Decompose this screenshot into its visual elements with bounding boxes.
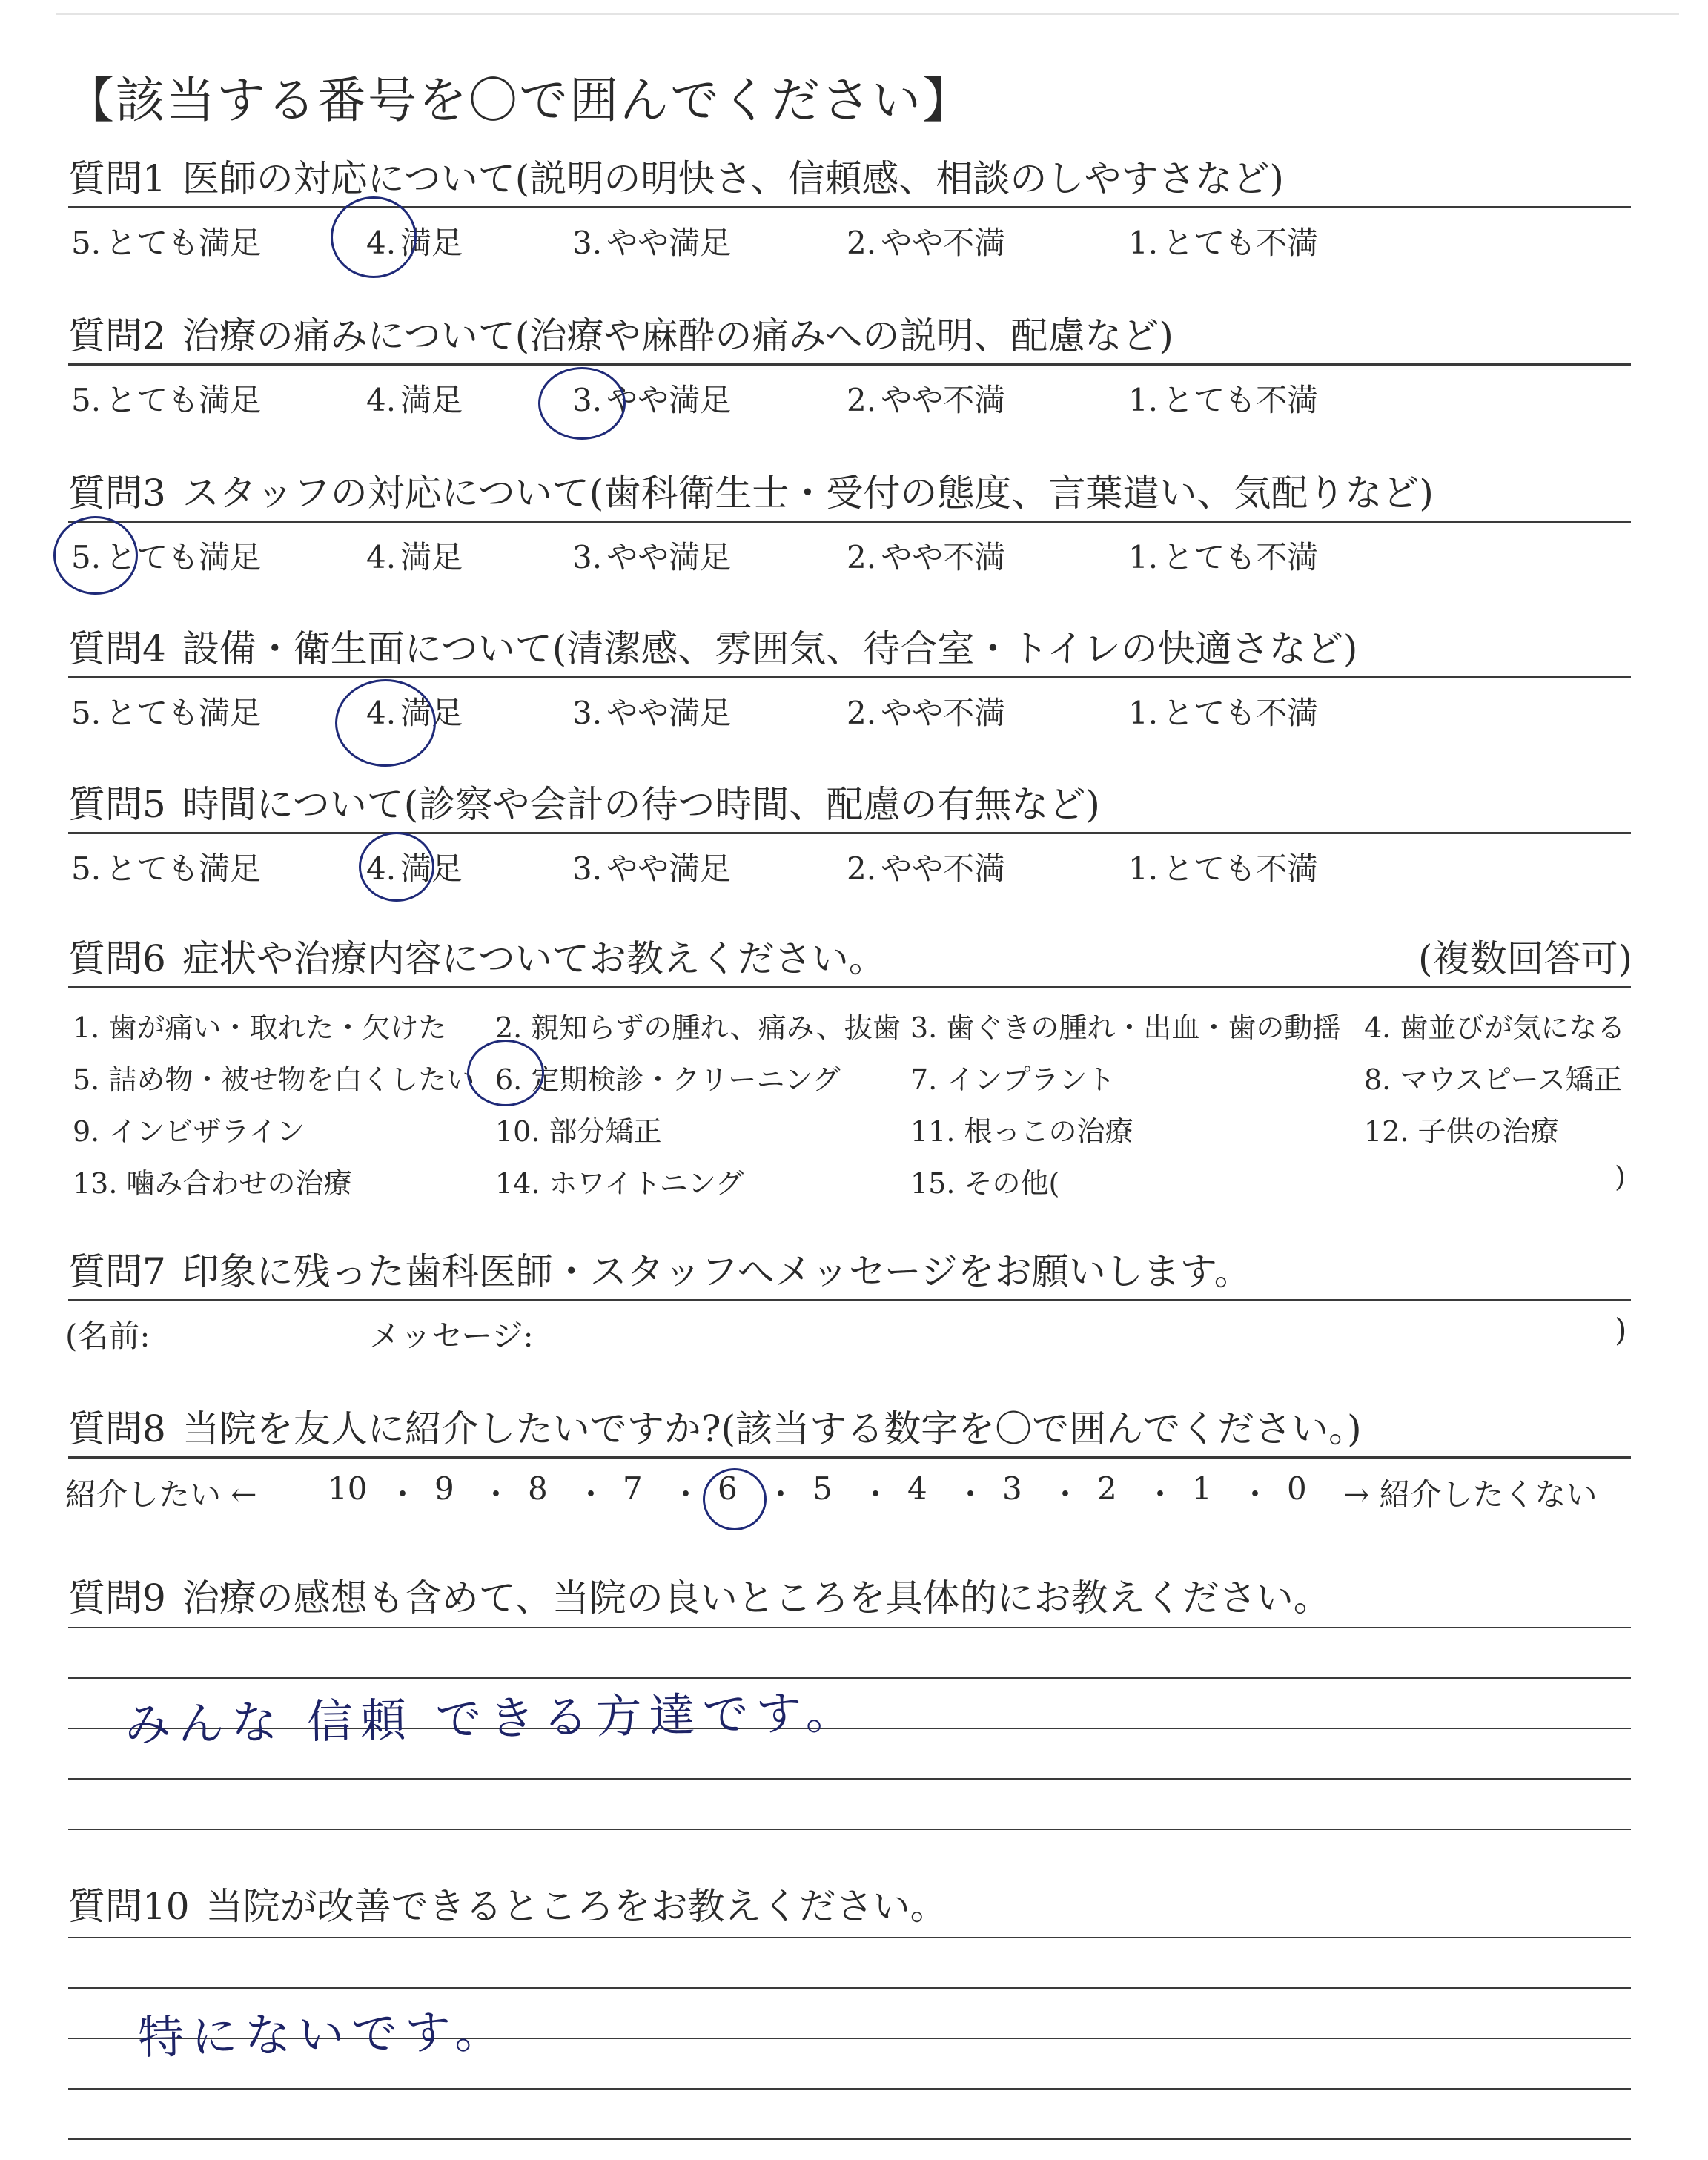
answer-line xyxy=(68,1937,1631,1938)
treatment-option-8[interactable]: 8. マウスピース矯正 xyxy=(1364,1063,1622,1096)
option-5[interactable]: 5. とても満足 xyxy=(71,225,262,261)
close-paren: ) xyxy=(1615,1312,1627,1348)
scale-7[interactable]: 7 xyxy=(623,1470,643,1507)
treatment-option-10[interactable]: 10. 部分矯正 xyxy=(495,1115,662,1148)
scale-dot: ・ xyxy=(670,1476,702,1513)
scale-4[interactable]: 4 xyxy=(907,1470,927,1507)
selection-circle xyxy=(331,196,417,278)
satisfaction-options xyxy=(68,208,1632,261)
recommend-left-label: 紹介したい ← xyxy=(65,1476,257,1513)
scale-0[interactable]: 0 xyxy=(1287,1470,1307,1507)
treatment-option-7[interactable]: 7. インプラント xyxy=(910,1063,1116,1096)
option-2[interactable]: 2. やや不満 xyxy=(847,851,1006,887)
treatment-option-1[interactable]: 1. 歯が痛い・取れた・欠けた xyxy=(73,1011,447,1044)
question-number: 質問8 xyxy=(68,1407,166,1450)
treatment-option-9[interactable]: 9. インビザライン xyxy=(73,1115,305,1148)
scale-dot: ・ xyxy=(1145,1476,1176,1513)
question-number: 質問10 xyxy=(68,1885,190,1928)
option-2[interactable]: 2. やや不満 xyxy=(847,539,1006,575)
question-text: 当院が改善できるところをお教えください。 xyxy=(205,1885,947,1928)
option-3[interactable]: 3. やや満足 xyxy=(572,851,732,887)
option-1[interactable]: 1. とても不満 xyxy=(1128,851,1319,887)
treatment-option-13[interactable]: 13. 噛み合わせの治療 xyxy=(73,1167,352,1200)
treatment-option-14[interactable]: 14. ホワイトニング xyxy=(495,1167,744,1200)
close-paren: ) xyxy=(1615,1160,1626,1193)
multiple-answers-note: (複数回答可) xyxy=(1417,937,1632,980)
treatment-option-4[interactable]: 4. 歯並びが気になる xyxy=(1364,1011,1626,1044)
question-text: 設備・衛生面について(清潔感、雰囲気、待合室・トイレの快適さなど) xyxy=(182,627,1358,670)
question-number: 質問7 xyxy=(68,1250,166,1293)
question-text: スタッフの対応について(歯科衛生士・受付の態度、言葉遣い、気配りなど) xyxy=(182,472,1434,515)
selection-circle xyxy=(335,679,436,767)
question-8 xyxy=(65,1406,1632,1513)
treatment-option-2[interactable]: 2. 親知らずの腫れ、痛み、抜歯 xyxy=(495,1011,901,1044)
scale-1[interactable]: 1 xyxy=(1192,1470,1212,1507)
scale-dot: ・ xyxy=(575,1476,607,1513)
question-number: 質問5 xyxy=(68,783,166,826)
option-2[interactable]: 2. やや不満 xyxy=(847,382,1006,418)
scale-2[interactable]: 2 xyxy=(1097,1470,1117,1507)
question-number: 質問1 xyxy=(68,157,166,200)
handwritten-answer: 特にないです。 xyxy=(137,2004,509,2065)
option-2[interactable]: 2. やや不満 xyxy=(847,695,1006,731)
message-label: メッセージ: xyxy=(369,1318,534,1354)
question-number: 質問6 xyxy=(68,937,166,980)
question-2 xyxy=(68,313,1632,418)
question-text: 治療の痛みについて(治療や麻酔の痛みへの説明、配慮など) xyxy=(182,314,1174,357)
page-title: 【該当する番号を〇で囲んでください】 xyxy=(65,72,973,129)
treatment-option-5[interactable]: 5. 詰め物・被せ物を白くしたい xyxy=(73,1063,475,1096)
question-text: 症状や治療内容についてお教えください。 xyxy=(182,937,886,980)
question-6 xyxy=(68,936,1632,1211)
recommend-scale xyxy=(65,1459,1632,1513)
satisfaction-options xyxy=(68,834,1632,887)
option-5[interactable]: 5. とても満足 xyxy=(71,382,262,418)
question-text: 治療の感想も含めて、当院の良いところを具体的にお教えください。 xyxy=(182,1576,1331,1619)
option-3[interactable]: 3. やや満足 xyxy=(572,695,732,731)
scale-3[interactable]: 3 xyxy=(1002,1470,1022,1507)
treatment-option-15[interactable]: 15. その他( xyxy=(910,1167,1060,1200)
option-5[interactable]: 5. とても満足 xyxy=(71,539,262,575)
scale-9[interactable]: 9 xyxy=(434,1470,454,1507)
message-fields xyxy=(65,1301,1632,1354)
name-label: (名前: xyxy=(65,1318,150,1354)
scale-10[interactable]: 10 xyxy=(328,1470,368,1507)
question-4 xyxy=(68,626,1632,731)
scale-dot: ・ xyxy=(765,1476,797,1513)
treatment-option-6[interactable]: 6. 定期検診・クリーニング xyxy=(495,1063,841,1096)
satisfaction-options xyxy=(68,366,1632,418)
scale-dot: ・ xyxy=(480,1476,512,1513)
scale-8[interactable]: 8 xyxy=(528,1470,548,1507)
question-text: 医師の対応について(説明の明快さ、信頼感、相談のしやすさなど) xyxy=(182,157,1284,200)
top-border xyxy=(56,13,1679,15)
option-4[interactable]: 4. 満足 xyxy=(366,695,463,731)
recommend-right-label: → 紹介したくない xyxy=(1343,1476,1598,1513)
question-number: 質問4 xyxy=(68,627,166,670)
option-1[interactable]: 1. とても不満 xyxy=(1128,382,1319,418)
option-1[interactable]: 1. とても不満 xyxy=(1128,539,1319,575)
satisfaction-options xyxy=(68,523,1632,575)
question-number: 質問3 xyxy=(68,472,166,515)
scale-6[interactable]: 6 xyxy=(718,1470,738,1507)
answer-line xyxy=(68,1627,1631,1628)
selection-circle xyxy=(359,832,434,902)
handwritten-answer: みんな 信頼 できる方達です。 xyxy=(124,1685,860,1752)
option-3[interactable]: 3. やや満足 xyxy=(572,539,732,575)
scale-dot: ・ xyxy=(387,1476,419,1513)
selection-circle xyxy=(53,516,138,595)
treatment-option-11[interactable]: 11. 根っこの治療 xyxy=(910,1115,1133,1148)
option-4[interactable]: 4. 満足 xyxy=(366,382,463,418)
question-7 xyxy=(65,1249,1632,1354)
answer-line xyxy=(68,1829,1631,1830)
scale-dot: ・ xyxy=(860,1476,892,1513)
option-3[interactable]: 3. やや満足 xyxy=(572,225,732,261)
satisfaction-options xyxy=(68,678,1632,731)
treatment-options xyxy=(68,988,1632,1211)
option-4[interactable]: 4. 満足 xyxy=(366,851,463,887)
option-4[interactable]: 4. 満足 xyxy=(366,539,463,575)
option-3[interactable]: 3. やや満足 xyxy=(572,382,732,418)
selection-circle xyxy=(467,1040,544,1106)
treatment-option-3[interactable]: 3. 歯ぐきの腫れ・出血・歯の動揺 xyxy=(910,1011,1341,1044)
question-1 xyxy=(68,156,1632,261)
option-4[interactable]: 4. 満足 xyxy=(366,225,463,261)
option-1[interactable]: 1. とても不満 xyxy=(1128,695,1319,731)
question-text: 時間について(診察や会計の待つ時間、配慮の有無など) xyxy=(182,783,1100,826)
question-3 xyxy=(68,470,1632,575)
question-number: 質問2 xyxy=(68,314,166,357)
option-2[interactable]: 2. やや不満 xyxy=(847,225,1006,261)
treatment-option-12[interactable]: 12. 子供の治療 xyxy=(1364,1115,1559,1148)
selection-circle xyxy=(538,367,626,440)
question-text: 印象に残った歯科医師・スタッフへメッセージをお願いします。 xyxy=(182,1250,1251,1293)
answer-line xyxy=(68,2138,1631,2140)
scale-5[interactable]: 5 xyxy=(812,1470,833,1507)
answer-line xyxy=(68,1987,1631,1989)
option-5[interactable]: 5. とても満足 xyxy=(71,695,262,731)
scale-dot: ・ xyxy=(1239,1476,1271,1513)
question-5 xyxy=(68,782,1632,887)
answer-line xyxy=(68,2088,1631,2090)
selection-circle xyxy=(703,1468,767,1530)
answer-line xyxy=(68,1778,1631,1780)
question-number: 質問9 xyxy=(68,1576,166,1619)
option-1[interactable]: 1. とても不満 xyxy=(1128,225,1319,261)
option-5[interactable]: 5. とても満足 xyxy=(71,851,262,887)
question-10 xyxy=(68,1883,1632,1929)
question-9 xyxy=(68,1575,1632,1621)
question-text: 当院を友人に紹介したいですか?(該当する数字を〇で囲んでください。) xyxy=(182,1407,1362,1450)
scale-dot: ・ xyxy=(1050,1476,1082,1513)
scale-dot: ・ xyxy=(955,1476,987,1513)
